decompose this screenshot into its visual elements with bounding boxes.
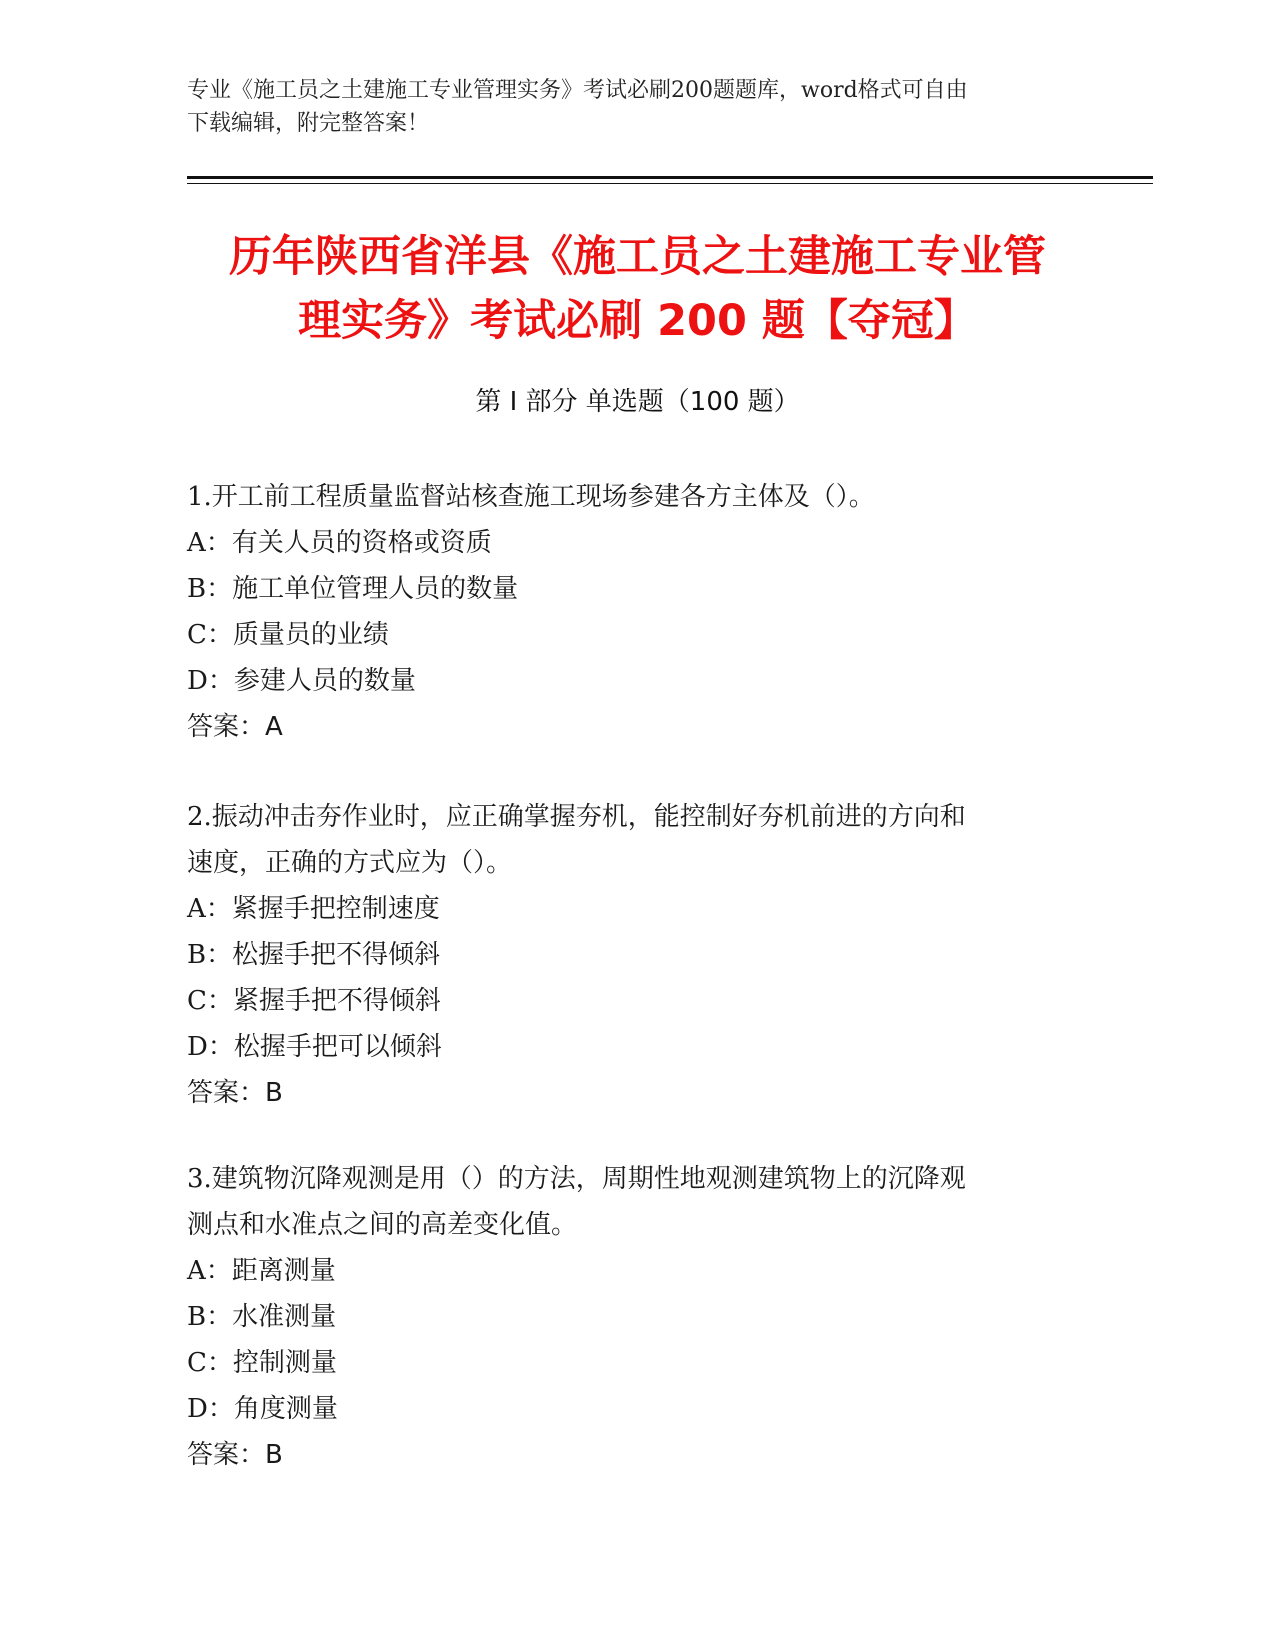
option-c: C：质量员的业绩 xyxy=(187,620,389,650)
option-a: A：紧握手把控制速度 xyxy=(187,894,440,924)
header-note-line: 下载编辑，附完整答案！ xyxy=(187,111,430,136)
question-stem-line: 速度，正确的方式应为（）。 xyxy=(187,848,513,878)
question-stem-line: 3.建筑物沉降观测是用（）的方法，周期性地观测建筑物上的沉降观 xyxy=(187,1164,966,1194)
option-d: D：松握手把可以倾斜 xyxy=(187,1032,442,1062)
question-stem xyxy=(187,1156,1087,1248)
option-a: A：有关人员的资格或资质 xyxy=(187,528,492,558)
question-stem-line: 1.开工前工程质量监督站核查施工现场参建各方主体及（）。 xyxy=(187,482,875,512)
title-line: 理实务》考试必刷 200 题【夺冠】 xyxy=(298,296,977,346)
section-heading: 第 I 部分 单选题（100 题） xyxy=(475,387,800,417)
question-block xyxy=(187,474,1087,750)
option-c: C：紧握手把不得倾斜 xyxy=(187,986,441,1016)
option-d: D：参建人员的数量 xyxy=(187,666,416,696)
question-stem-line: 测点和水准点之间的高差变化值。 xyxy=(187,1210,578,1240)
answer-line: 答案：B xyxy=(187,1078,283,1108)
question-block xyxy=(187,794,1087,1116)
option-b: B：松握手把不得倾斜 xyxy=(187,940,441,970)
option-d: D：角度测量 xyxy=(187,1394,338,1424)
question-block xyxy=(187,1156,1087,1478)
header-note-line: 专业《施工员之土建施工专业管理实务》考试必刷200题题库，word格式可自由 xyxy=(187,78,968,103)
option-c: C：控制测量 xyxy=(187,1348,337,1378)
question-stem-line: 2.振动冲击夯作业时，应正确掌握夯机，能控制好夯机前进的方向和 xyxy=(187,802,966,832)
header-divider-thick xyxy=(187,176,1153,179)
option-b: B：水准测量 xyxy=(187,1302,337,1332)
question-stem xyxy=(187,474,1087,520)
option-a: A：距离测量 xyxy=(187,1256,336,1286)
title-line: 历年陕西省洋县《施工员之土建施工专业管 xyxy=(229,232,1046,282)
header-divider-thin xyxy=(187,183,1153,184)
option-b: B：施工单位管理人员的数量 xyxy=(187,574,519,604)
answer-line: 答案：A xyxy=(187,712,283,742)
header-note xyxy=(187,74,1087,140)
answer-line: 答案：B xyxy=(187,1440,283,1470)
question-stem xyxy=(187,794,1087,886)
document-title xyxy=(150,225,1125,353)
